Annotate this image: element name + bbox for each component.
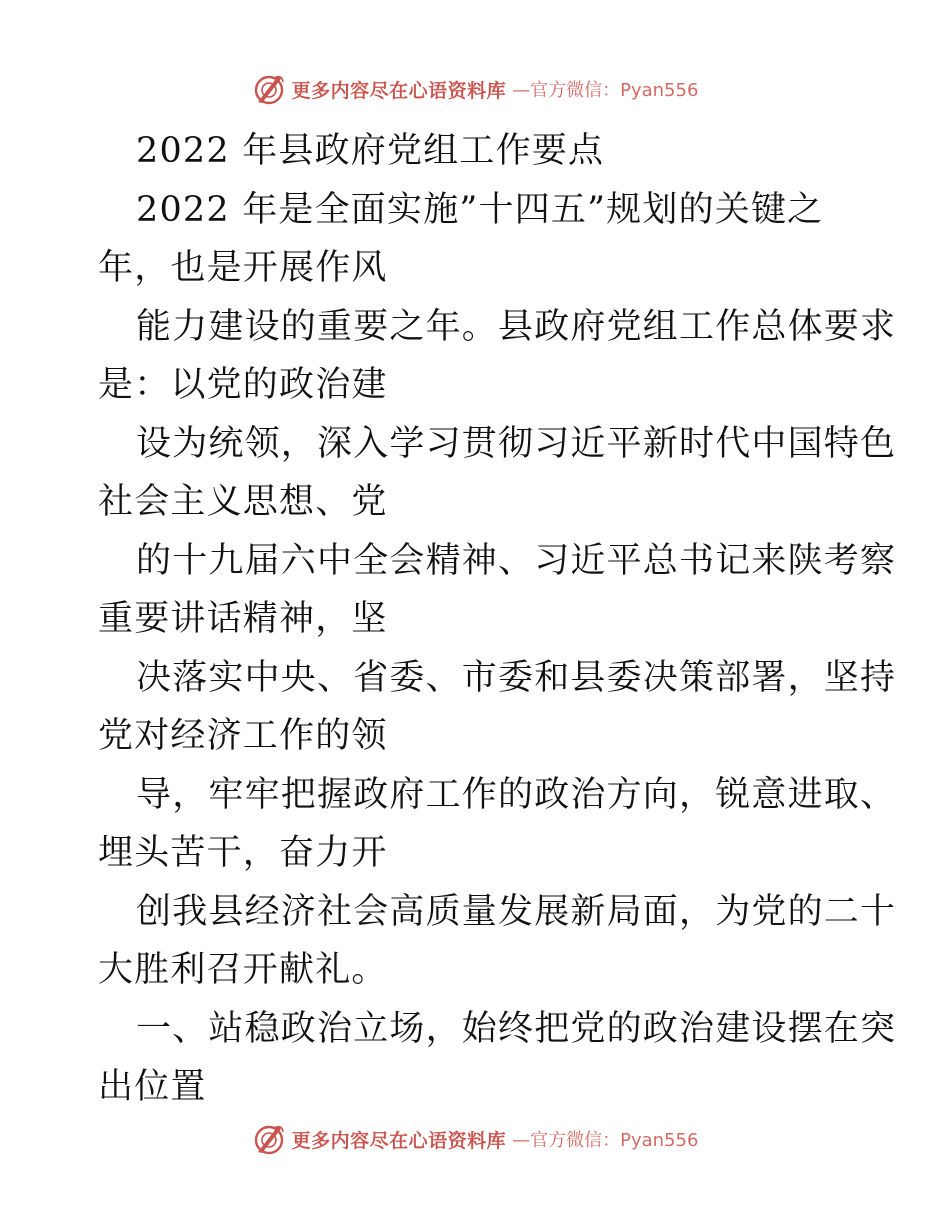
quill-logo-icon: [252, 1122, 286, 1156]
document-title: 2022 年县政府党组工作要点: [136, 131, 605, 171]
text-line: 创我县经济社会高质量发展新局面，为党的二十: [136, 891, 897, 932]
quill-logo-icon: [252, 72, 286, 106]
text-line: 一、站稳政治立场，始终把党的政治建设摆在突: [136, 1008, 897, 1049]
text-line: 决落实中央、省委、市委和县委决策部署，坚持: [136, 657, 897, 698]
text-line: 能力建设的重要之年。县政府党组工作总体要求: [136, 306, 897, 347]
banner-wechat-text: —官方微信：Pyan556: [512, 1130, 699, 1151]
text-line: 重要讲话精神，坚: [98, 599, 388, 639]
text-line: 是：以党的政治建: [98, 365, 388, 405]
text-line: 设为统领，深入学习贯彻习近平新时代中国特色: [136, 423, 897, 464]
document-body: [98, 122, 897, 1117]
text-line: 大胜利召开献礼。: [98, 950, 388, 990]
text-line: 2022 年是全面实施”十四五”规划的关键之: [136, 189, 824, 230]
text-line: 埋头苦干，奋力开: [98, 833, 388, 873]
banner-main-text: 更多内容尽在心语资料库: [291, 79, 507, 102]
text-line: 党对经济工作的领: [98, 716, 388, 756]
text-line: 社会主义思想、党: [98, 482, 388, 522]
footer-watermark-banner: [0, 1122, 950, 1156]
banner-wechat-text: —官方微信：Pyan556: [512, 80, 699, 101]
text-line: 的十九届六中全会精神、习近平总书记来陕考察: [136, 540, 897, 581]
banner-main-text: 更多内容尽在心语资料库: [291, 1129, 507, 1152]
text-line: 出位置: [98, 1067, 207, 1107]
header-watermark-banner: [0, 72, 950, 106]
text-line: 年，也是开展作风: [98, 248, 388, 288]
text-line: 导，牢牢把握政府工作的政治方向，锐意进取、: [136, 774, 897, 815]
